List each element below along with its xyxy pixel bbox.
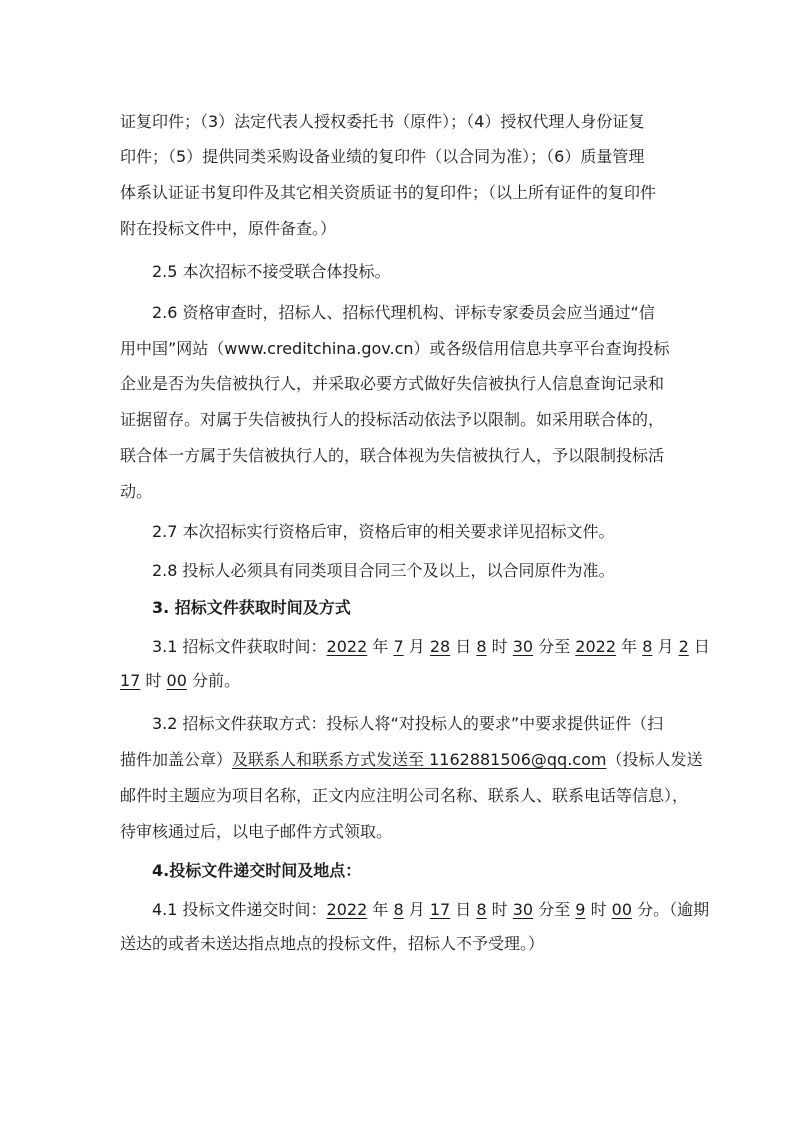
clause-3-2: 3.2 招标文件获取方式：投标人将“对投标人的要求”中要求提供证件（扫 <box>152 714 664 733</box>
paragraph-line: 邮件时主题应为项目名称，正文内应注明公司名称、联系人、联系电话等信息）， <box>120 786 689 805</box>
clause-2-5: 2.5 本次招标不接受联合体投标。 <box>152 262 391 281</box>
paragraph-line: 证据留存。对属于失信被执行人的投标活动依法予以限制。如采用联合体的， <box>120 410 665 429</box>
paragraph-line: 送达的或者未送达指点地点的投标文件，招标人不予受理。） <box>120 934 545 953</box>
paragraph-line: 附在投标文件中，原件备查。） <box>120 219 337 238</box>
paragraph-line: 待审核通过后，以电子邮件方式领取。 <box>120 822 393 841</box>
paragraph-line: 企业是否为失信被执行人，并采取必要方式做好失信被执行人信息查询记录和 <box>120 374 665 393</box>
section-3-heading: 3. 招标文件获取时间及方式 <box>152 598 351 617</box>
paragraph-line: 印件；（5）提供同类采购设备业绩的复印件（以合同为准）；（6）质量管理 <box>120 147 645 166</box>
paragraph-line: 联合体一方属于失信被执行人的，联合体视为失信被执行人，予以限制投标活 <box>120 446 665 465</box>
clause-2-6: 2.6 资格审查时，招标人、招标代理机构、评标专家委员会应当通过“信 <box>152 303 655 322</box>
clause-3-1: 3.1 招标文件获取时间：2022 年 7 月 28 日 8 时 30 分至 2022 年 8 月 2 日 <box>152 637 710 656</box>
paragraph-line: 17 时 00 分前。 <box>120 671 240 690</box>
clause-4-1: 4.1 投标文件递交时间：2022 年 8 月 17 日 8 时 30 分至 9 时 00 分。（逾期 <box>152 900 710 919</box>
section-4-heading: 4.投标文件递交时间及地点： <box>152 861 362 880</box>
clause-2-7: 2.7 本次招标实行资格后审，资格后审的相关要求详见招标文件。 <box>152 522 615 541</box>
paragraph-line: 用中国”网站（www.creditchina.gov.cn）或各级信用信息共享平台查询投标 <box>120 339 670 358</box>
paragraph-line: 描件加盖公章）及联系人和联系方式发送至 1162881506@qq.com（投标人发送 <box>120 750 703 769</box>
clause-2-8: 2.8 投标人必须具有同类项目合同三个及以上，以合同原件为准。 <box>152 561 615 580</box>
paragraph-line: 证复印件；（3）法定代表人授权委托书（原件）；（4）授权代理人身份证复 <box>120 112 645 131</box>
paragraph-line: 体系认证证书复印件及其它相关资质证书的复印件；（以上所有证件的复印件 <box>120 183 657 202</box>
paragraph-line: 动。 <box>120 482 153 501</box>
email-address-link[interactable]: 及联系人和联系方式发送至 1162881506@qq.com <box>232 750 607 769</box>
